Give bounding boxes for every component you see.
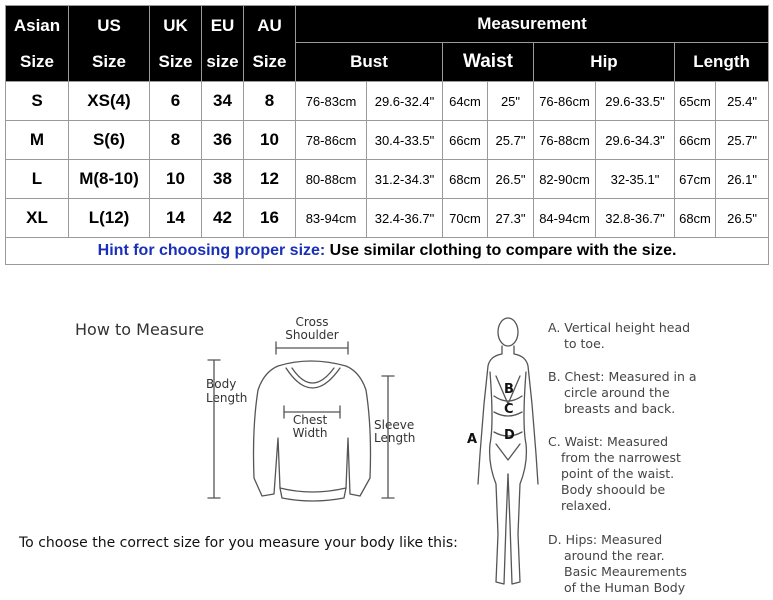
header-au-size: AU Size	[244, 6, 296, 82]
cell-waist-in: 26.5"	[488, 160, 534, 199]
cell-eu: 38	[202, 160, 244, 199]
table-row	[6, 199, 769, 238]
cell-hip-cm: 84-94cm	[534, 199, 596, 238]
cell-bust-cm: 76-83cm	[296, 82, 367, 121]
cell-uk: 10	[150, 160, 202, 199]
header-waist: Waist	[443, 43, 534, 82]
table-row	[6, 160, 769, 199]
cell-hip-cm: 82-90cm	[534, 160, 596, 199]
chest-width-label: Chest Width	[292, 413, 328, 440]
cell-waist-in: 25.7"	[488, 121, 534, 160]
cell-eu: 34	[202, 82, 244, 121]
cell-length-cm: 68cm	[675, 199, 716, 238]
cell-uk: 8	[150, 121, 202, 160]
cell-waist-cm: 68cm	[443, 160, 488, 199]
cross-shoulder-label: Cross Shoulder	[285, 315, 339, 342]
table-row	[6, 82, 769, 121]
header-length: Length	[675, 43, 769, 82]
cell-waist-in: 27.3"	[488, 199, 534, 238]
table-row	[6, 121, 769, 160]
header-bust: Bust	[296, 43, 443, 82]
header-uk-size: UK Size	[150, 6, 202, 82]
body-figure-diagram	[460, 314, 550, 594]
cell-bust-in: 32.4-36.7"	[367, 199, 443, 238]
sweater-diagram	[200, 338, 420, 508]
body-label-d: D	[504, 428, 515, 443]
cell-us: L(12)	[69, 199, 150, 238]
header-hip: Hip	[534, 43, 675, 82]
cell-bust-cm: 80-88cm	[296, 160, 367, 199]
size-chart-table	[5, 5, 769, 265]
cell-eu: 36	[202, 121, 244, 160]
body-label-c: C	[504, 402, 514, 417]
note-c: C. Waist: Measured from the narrowest point of the waist. Body shoould be relaxed.	[548, 434, 681, 513]
cell-asian: L	[6, 160, 69, 199]
cell-hip-in: 32.8-36.7"	[596, 199, 675, 238]
cell-au: 10	[244, 121, 296, 160]
header-us-size: US Size	[69, 6, 150, 82]
cell-length-cm: 65cm	[675, 82, 716, 121]
cell-hip-in: 29.6-33.5"	[596, 82, 675, 121]
cell-length-in: 25.7"	[716, 121, 769, 160]
size-hint-label: Hint for choosing proper size:	[97, 242, 326, 259]
measure-instruction: To choose the correct size for you measure your body like this:	[19, 535, 458, 551]
cell-waist-cm: 70cm	[443, 199, 488, 238]
cell-us: M(8-10)	[69, 160, 150, 199]
cell-length-cm: 66cm	[675, 121, 716, 160]
cell-waist-cm: 66cm	[443, 121, 488, 160]
note-a: A. Vertical height head to toe.	[548, 320, 691, 351]
note-d: D. Hips: Measured around the rear. Basic Meaurements of the Human Body	[548, 532, 687, 595]
cell-hip-cm: 76-88cm	[534, 121, 596, 160]
size-hint	[6, 238, 769, 265]
cell-bust-cm: 83-94cm	[296, 199, 367, 238]
body-label-a: A	[467, 432, 478, 447]
body-length-label: Body Length	[206, 377, 248, 405]
cell-length-in: 25.4"	[716, 82, 769, 121]
cell-waist-cm: 64cm	[443, 82, 488, 121]
cell-bust-cm: 78-86cm	[296, 121, 367, 160]
cell-au: 16	[244, 199, 296, 238]
cell-asian: M	[6, 121, 69, 160]
cell-au: 8	[244, 82, 296, 121]
cell-bust-in: 30.4-33.5"	[367, 121, 443, 160]
cell-eu: 42	[202, 199, 244, 238]
cell-bust-in: 29.6-32.4"	[367, 82, 443, 121]
header-eu-size: EU size	[202, 6, 244, 82]
cell-asian: XL	[6, 199, 69, 238]
cell-waist-in: 25"	[488, 82, 534, 121]
cell-us: S(6)	[69, 121, 150, 160]
sleeve-length-label: Sleeve Length	[374, 418, 416, 445]
body-label-b: B	[504, 382, 514, 397]
cell-uk: 14	[150, 199, 202, 238]
how-to-measure-title: How to Measure	[75, 320, 205, 339]
cell-hip-in: 32-35.1"	[596, 160, 675, 199]
cell-length-in: 26.1"	[716, 160, 769, 199]
size-hint-text: Use similar clothing to compare with the size.	[325, 242, 677, 259]
note-b: B. Chest: Measured in a circle around the breasts and back.	[548, 369, 697, 416]
header-asian-size: Asian Size	[6, 6, 69, 82]
cell-length-in: 26.5"	[716, 199, 769, 238]
cell-hip-in: 29.6-34.3"	[596, 121, 675, 160]
cell-hip-cm: 76-86cm	[534, 82, 596, 121]
cell-us: XS(4)	[69, 82, 150, 121]
cell-asian: S	[6, 82, 69, 121]
cell-bust-in: 31.2-34.3"	[367, 160, 443, 199]
cell-au: 12	[244, 160, 296, 199]
header-measurement: Measurement	[296, 6, 769, 43]
cell-length-cm: 67cm	[675, 160, 716, 199]
cell-uk: 6	[150, 82, 202, 121]
